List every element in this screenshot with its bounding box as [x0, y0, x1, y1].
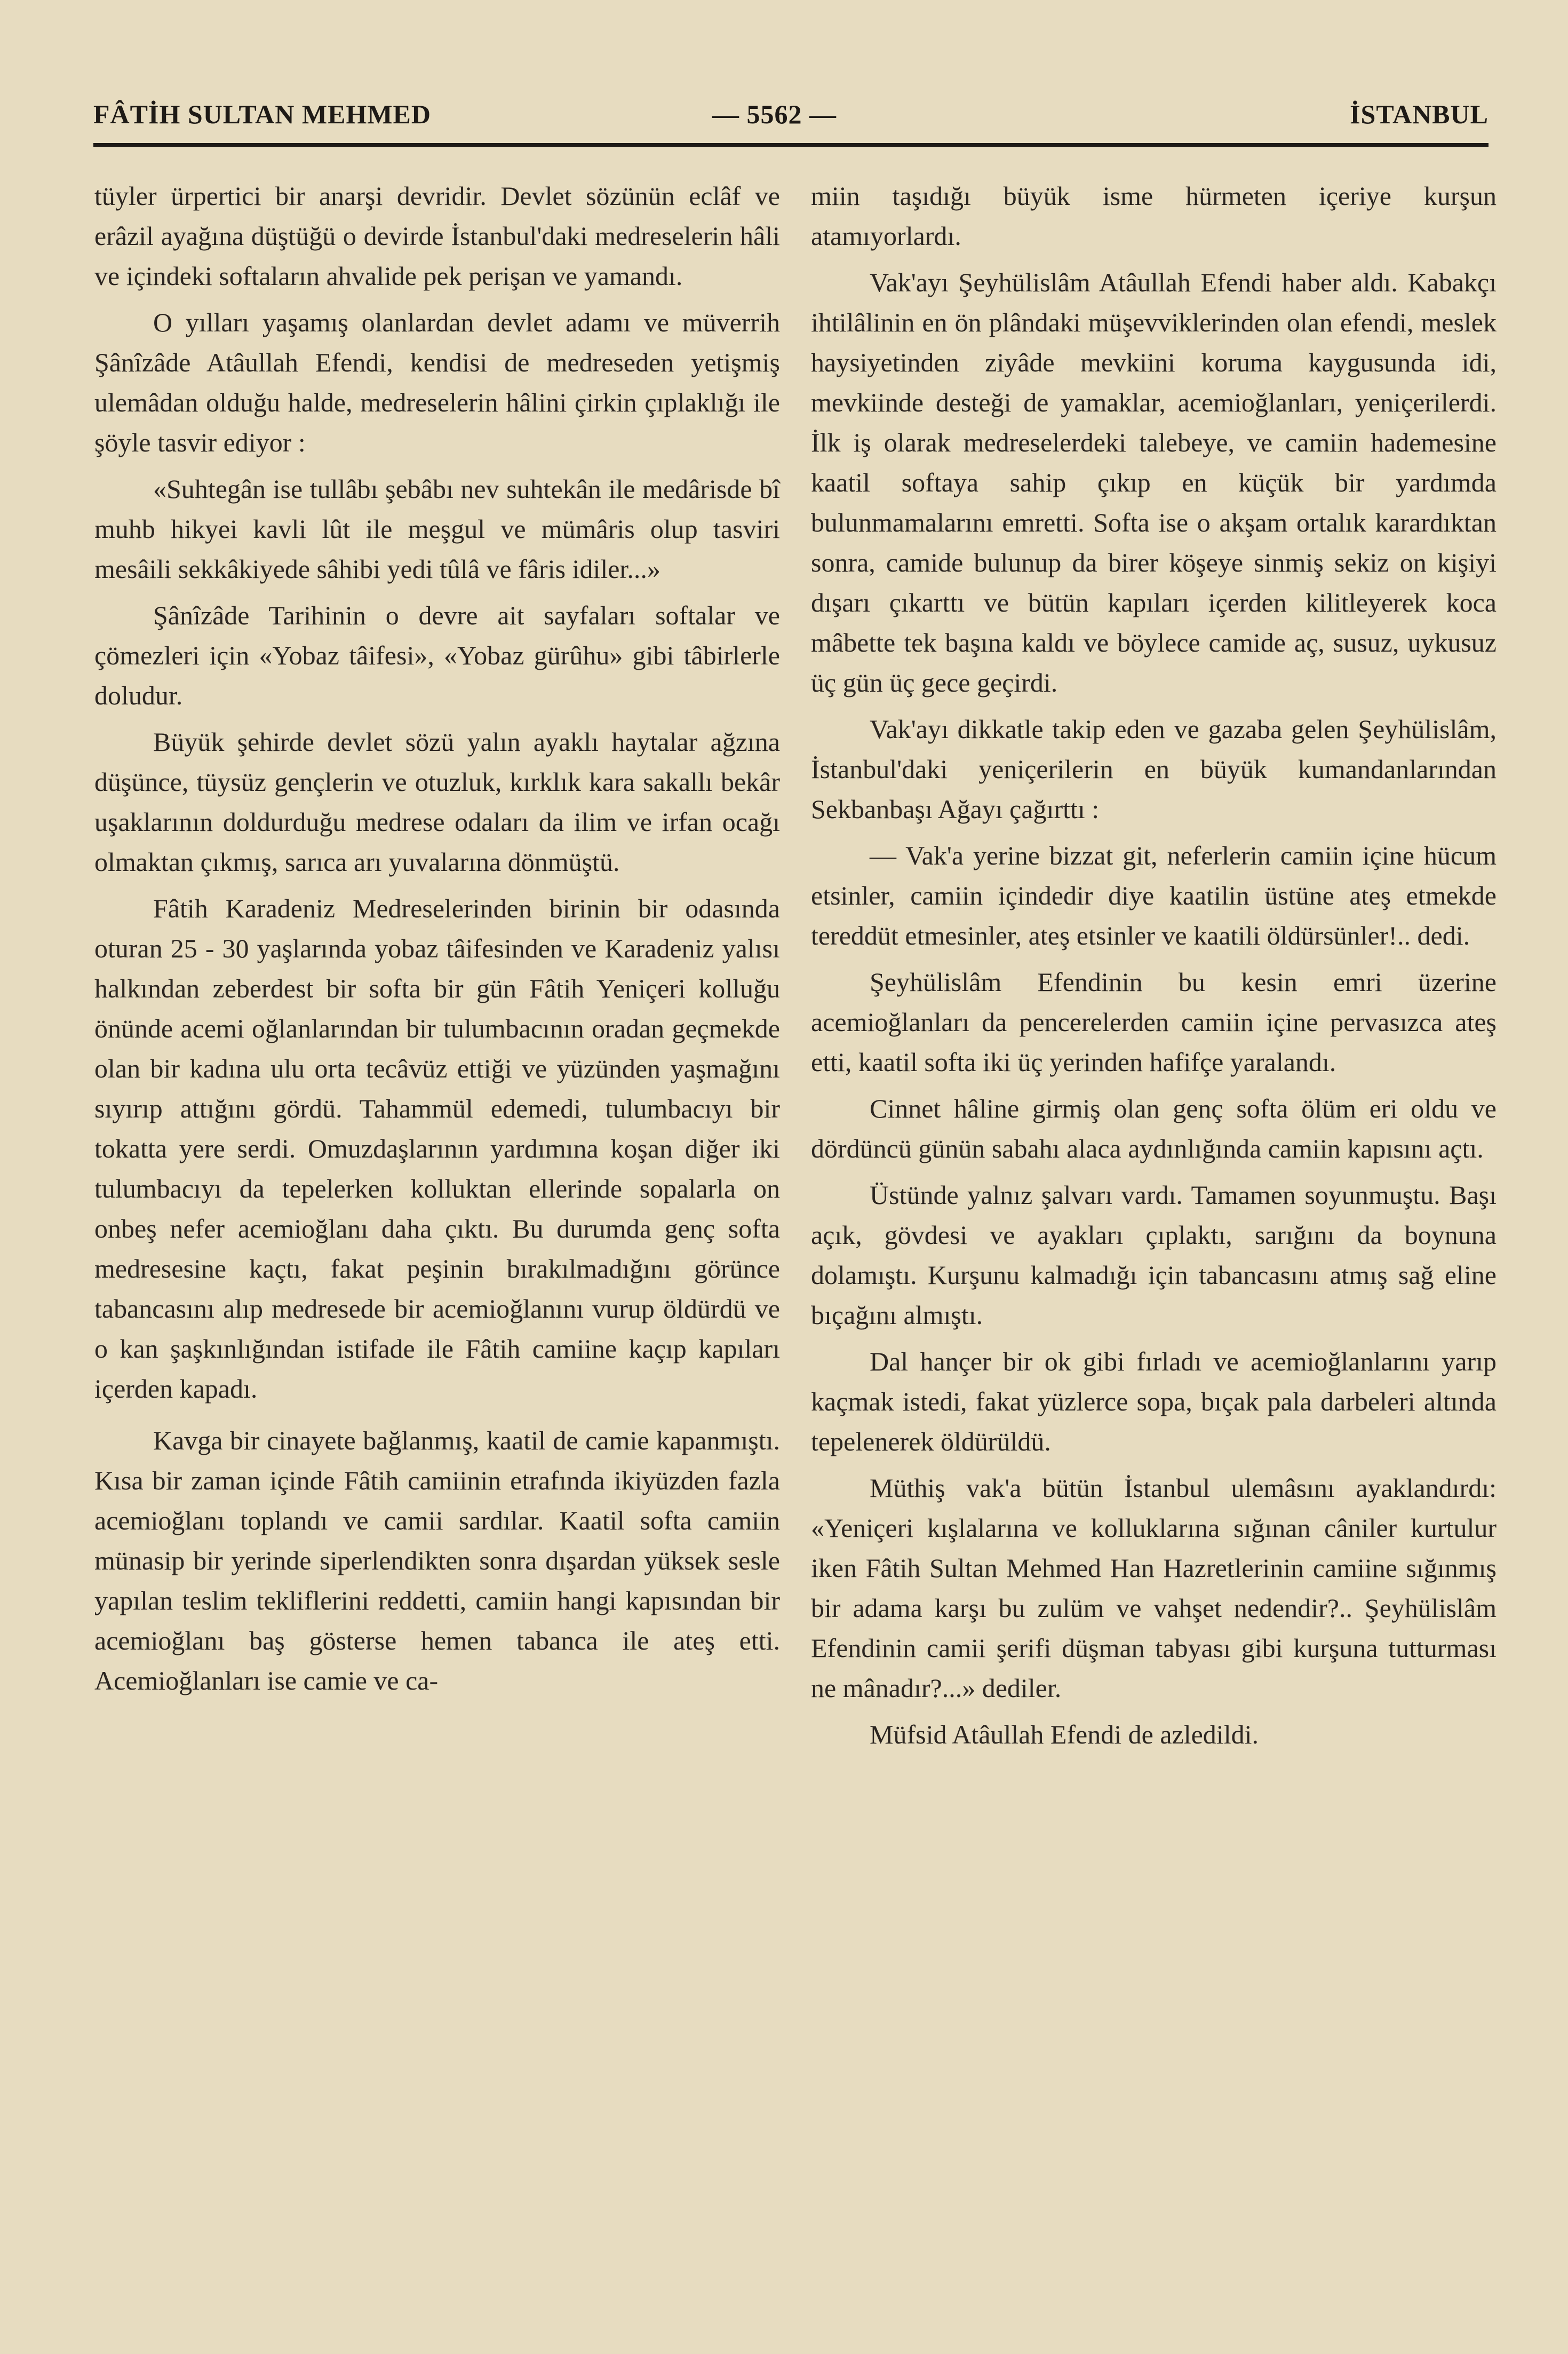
- running-header: [93, 99, 1489, 136]
- header-book-title: FÂTİH SULTAN MEHMED: [93, 99, 431, 129]
- paragraph: O yılları yaşamış olanlardan devlet adamı ve müverrih Şânîzâde Atâullah Efendi, kendisi de medreseden yetişmiş ulemâdan olduğu halde, medreselerin hâlini çirkin çıplaklığı ile şöyle tasvir ediyor :: [94, 307, 780, 457]
- paragraph: tüyler ürpertici bir anarşi devridir. Devlet sözünün eclâf ve erâzil ayağına düştüğü o devirde İstanbul'daki medreselerin hâli ve içindeki softaların ahvalide pek perişan ve yamandı.: [94, 181, 780, 291]
- paragraph: Müthiş vak'a bütün İstanbul ulemâsını ayaklandırdı: «Yeniçeri kışlalarına ve kolluklarına sığınan câniler kurtulur iken Fâtih Sultan Mehmed Han Hazretlerinin camiine sığınmış bir adama karşı bu zulüm ve vahşet nedendir?.. Şeyhülislâm Efendinin camii şerifi düşman tabyası gibi kurşuna tutturması ne mânadır?...» dediler.: [811, 1473, 1497, 1703]
- paragraph: — Vak'a yerine bizzat git, neferlerin camiin içine hücum etsinler, camiin içindedir diye kaatilin üstüne ateş etmekde tereddüt etmesinler, ateş etsinler ve kaatili öldürsünler!.. dedi.: [811, 841, 1497, 950]
- page-number: — 5562 —: [712, 99, 837, 129]
- left-column: [94, 176, 780, 1707]
- paragraph: Cinnet hâline girmiş olan genç softa ölüm eri oldu ve dördüncü günün sabahı alaca aydınlığında camiin kapısını açtı.: [811, 1093, 1497, 1163]
- header-section-title: İSTANBUL: [1350, 99, 1489, 129]
- header-rule: [93, 143, 1489, 147]
- paragraph: Büyük şehirde devlet sözü yalın ayaklı haytalar ağzına düşünce, tüysüz gençlerin ve otuzluk, kırklık kara sakallı bekâr uşaklarının doldurduğu medrese odaları da ilim ve irfan ocağı olmaktan çıkmış, sarıca arı yuvalarına dönmüştü.: [94, 727, 780, 877]
- paragraph: Üstünde yalnız şalvarı vardı. Tamamen soyunmuştu. Başı açık, gövdesi ve ayakları çıplaktı, sarığını da boynuna dolamıştı. Kurşunu kalmadığı için tabancasını atmış sağ eline bıçağını almıştı.: [811, 1180, 1497, 1330]
- paragraph: Şânîzâde Tarihinin o devre ait sayfaları softalar ve çömezleri için «Yobaz tâifesi», «Yobaz gürûhu» gibi tâbirlerle doludur.: [94, 600, 780, 710]
- paragraph: Müfsid Atâullah Efendi de azledildi.: [870, 1719, 1259, 1749]
- paragraph: Vak'ayı Şeyhülislâm Atâullah Efendi haber aldı. Kabakçı ihtilâlinin en ön plândaki müşevviklerinden olan efendi, meslek haysiyetinden ziyâde mevkiini koruma kaygusunda idi, mevkiinde desteği de yamaklar, acemioğlanları, yeniçerilerdi. İlk iş olarak medreselerdeki talebeye, ve camiin hademesine kaatil softaya sahip çıkıp en küçük bir yardımda bulunmamalarını emretti. Softa ise o akşam ortalık karardıktan sonra, camide bulunup da birer köşeye sinmiş sekiz on kişiyi dışarı çıkarttı ve bütün kapıları içerden kilitleyerek koca mâbette tek başına kaldı ve böylece camide aç, susuz, uykusuz üç gün üç gece geçirdi.: [811, 267, 1497, 698]
- paragraph: Şeyhülislâm Efendinin bu kesin emri üzerine acemioğlanları da pencerelerden camiin içine pervasızca ateş etti, kaatil softa iki üç yerinden hafifçe yaralandı.: [811, 967, 1497, 1077]
- right-column: [811, 176, 1497, 1761]
- paragraph: Vak'ayı dikkatle takip eden ve gazaba gelen Şeyhülislâm, İstanbul'daki yeniçerilerin en büyük kumandanlarından Sekbanbaşı Ağayı çağırttı :: [811, 714, 1497, 824]
- paragraph: miin taşıdığı büyük isme hürmeten içeriye kurşun atamıyorlardı.: [811, 181, 1497, 251]
- paragraph: Kavga bir cinayete bağlanmış, kaatil de camie kapanmıştı. Kısa bir zaman içinde Fâtih camiinin etrafında ikiyüzden fazla acemioğlanı toplandı ve camii sardılar. Kaatil softa camiin münasip bir yerinde siperlendikten sonra dışardan yüksek sesle yapılan teslim tekliflerini reddetti, camiin hangi kapısından bir acemioğlanı baş gösterse hemen tabanca ile ateş etti. Acemioğlanları ise camie ve ca-: [94, 1425, 780, 1695]
- paragraph: «Suhtegân ise tullâbı şebâbı nev suhtekân ile medârisde bî muhb hikyei kavli lût ile meşgul ve mümâris olup tasviri mesâili sekkâkiyede sâhibi yedi tûlâ ve fâris idiler...»: [94, 474, 780, 584]
- paragraph: Fâtih Karadeniz Medreselerinden birinin bir odasında oturan 25 - 30 yaşlarında yobaz tâifesinden ve Karadeniz yalısı halkından zeberdest bir softa bir gün Fâtih Yeniçeri kolluğu önünde acemi oğlanlarından bir tulumbacının oradan geçmekde olan bir kadına ulu orta tecâvüz ettiği ve yüzünden yaşmağını sıyırıp attığını gördü. Tahammül edemedi, tulumbacıyı bir tokatta yere serdi. Omuzdaşlarının yardımına koşan diğer iki tulumbacıyı da tepelerken kolluktan ellerinde sopalarla on onbeş nefer acemioğlanı daha çıktı. Bu durumda genç softa medresesine kaçtı, fakat peşinin bırakılmadığını görünce tabancasını alıp medresede bir acemioğlanını vurup öldürdü ve o kan şaşkınlığından istifade ile Fâtih camiine kaçıp kapıları içerden kapadı.: [94, 893, 780, 1404]
- paragraph: Dal hançer bir ok gibi fırladı ve acemioğlanlarını yarıp kaçmak istedi, fakat yüzlerce sopa, bıçak pala darbeleri altında tepelenerek öldürüldü.: [811, 1346, 1497, 1456]
